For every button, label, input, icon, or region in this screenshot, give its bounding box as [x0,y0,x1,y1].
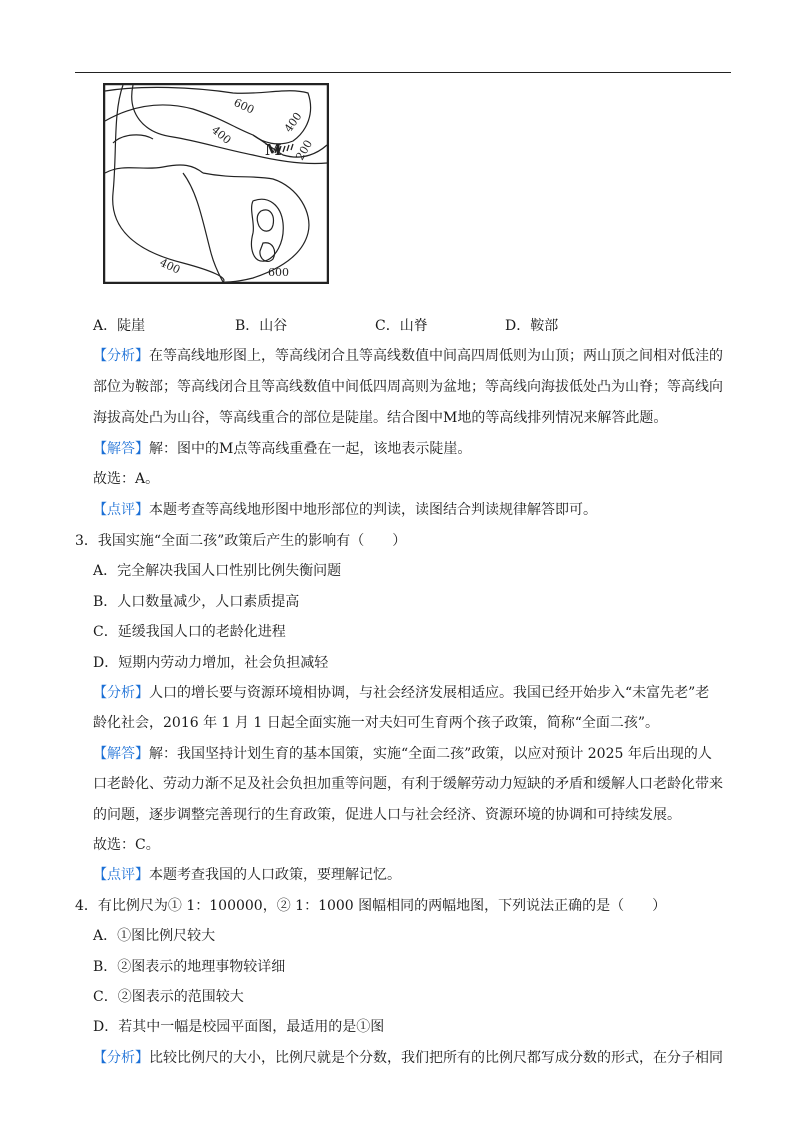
q3-stem: 3．我国实施“全面二孩”政策后产生的影响有（ ） [75,533,407,549]
q3-answer-line-3: 的问题，逐步调整完善现行的生育政策，促进人口与社会经济、资源环境的协调和可持续发展。 [93,807,681,823]
q2-option-a: A．陡崖 [93,318,146,334]
q4-analysis-line-1: 【分析】比较比例尺的大小，比例尺就是个分数，我们把所有的比例尺都写成分数的形式，在分子相同 [93,1050,723,1066]
q3-option-a: A．完全解决我国人口性别比例失衡问题 [93,563,342,579]
q2-comment-line-1: 【点评】本题考查等高线地形图中地形部位的判读，读图结合判读规律解答即可。 [93,502,597,518]
q2-answer-line-1: 【解答】解：图中的M点等高线重叠在一起，该地表示陡崖。 [93,441,472,457]
q3-answer-line-2: 口老龄化、劳动力渐不足及社会负担加重等问题，有利于缓解劳动力短缺的矛盾和缓解人口老龄化带来 [93,776,723,792]
header-rule [75,72,731,73]
contour-label-400-bottom: 400 [157,255,183,277]
q2-option-c: C．山脊 [375,318,428,334]
q4-stem: 4．有比例尺为① 1：100000，② 1：1000 图幅相同的两幅地图，下列说法正确的是（ ） [75,898,667,914]
q4-option-b: B．②图表示的地理事物较详细 [93,959,286,975]
answer-tag: 【解答】 [93,746,149,762]
contour-label-600-top: 600 [231,95,257,117]
q4-option-a: A．①图比例尺较大 [93,928,216,944]
q2-option-d: D．鞍部 [505,318,559,334]
q2-choice: 故选：A。 [93,471,160,487]
q2-analysis-line-1: 【分析】在等高线地形图上，等高线闭合且等高线数值中间高四周低则为山顶；两山顶之间相对低洼的 [93,348,723,364]
q3-option-b: B．人口数量减少，人口素质提高 [93,594,300,610]
comment-tag: 【点评】 [93,867,149,883]
q2-analysis-line-2: 部位为鞍部；等高线闭合且等高线数值中间低四周高则为盆地；等高线向海拔低处凸为山脊；等高线向 [93,379,723,395]
contour-label-600-bottom: 600 [268,266,289,279]
contour-label-200: 200 [293,137,316,163]
analysis-tag: 【分析】 [93,1050,149,1066]
q3-option-c: C．延缓我国人口的老龄化进程 [93,624,286,640]
contour-label-400-left: 400 [209,123,234,147]
q3-comment-line-1: 【点评】本题考查我国的人口政策，要理解记忆。 [93,867,401,883]
contour-label-400-right: 400 [281,110,305,135]
q3-option-d: D．短期内劳动力增加，社会负担减轻 [93,655,329,671]
q2-option-b: B．山谷 [235,318,288,334]
analysis-tag: 【分析】 [93,685,149,701]
q3-analysis-line-2: 龄化社会，2016 年 1 月 1 日起全面实施一对夫妇可生育两个孩子政策，简称“全面二孩”。 [93,715,660,731]
point-m-label: M [265,141,282,159]
analysis-tag: 【分析】 [93,348,149,364]
q3-answer-line-1: 【解答】解：我国坚持计划生育的基本国策，实施“全面二孩”政策，以应对预计 2025 年后出现的人 [93,746,712,762]
q4-option-c: C．②图表示的范围较大 [93,989,244,1005]
comment-tag: 【点评】 [93,502,149,518]
q4-option-d: D．若其中一幅是校园平面图，最适用的是①图 [93,1019,385,1035]
contour-map [103,83,329,284]
answer-tag: 【解答】 [93,441,149,457]
q3-analysis-line-1: 【分析】人口的增长要与资源环境相协调，与社会经济发展相适应。我国已经开始步入“未富先老”老 [93,685,710,701]
q2-analysis-line-3: 海拔高处凸为山谷，等高线重合的部位是陡崖。结合图中M地的等高线排列情况来解答此题。 [93,410,668,426]
q3-choice: 故选：C。 [93,837,160,853]
